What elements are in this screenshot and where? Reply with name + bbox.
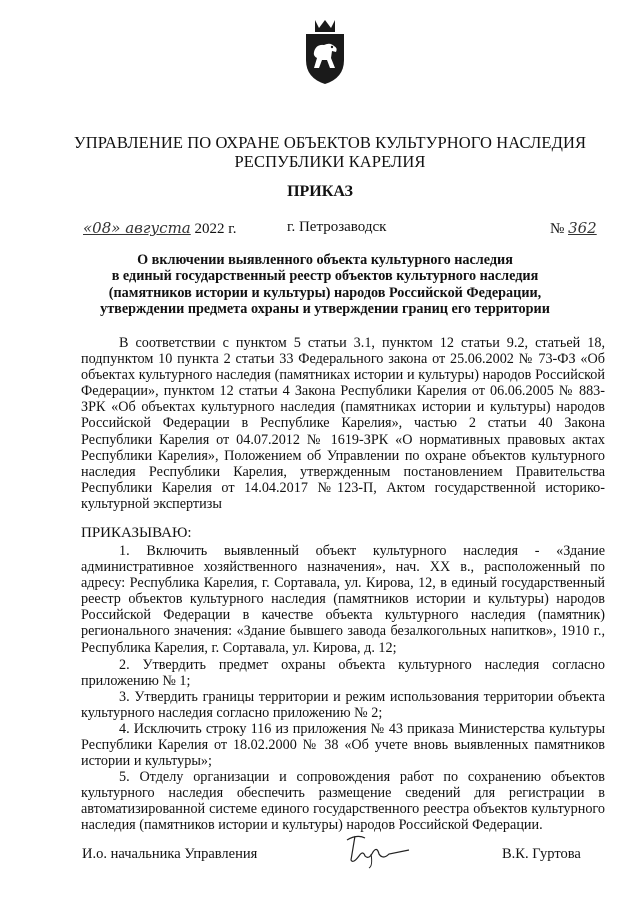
signatory-title: И.о. начальника Управления xyxy=(82,846,258,862)
order-keyword: ПРИКАЗЫВАЮ: xyxy=(81,525,192,541)
organization-name-line1: УПРАВЛЕНИЕ ПО ОХРАНЕ ОБЪЕКТОВ КУЛЬТУРНОГО НАСЛЕДИЯ xyxy=(73,133,587,152)
document-date xyxy=(83,219,236,238)
order-item-4: 4. Исключить строку 116 из приложения № 43 приказа Министерства культуры Республики Карелия от 18.02.2000 № 38 «Об учете вновь выявленных памятников истории и культуры»; xyxy=(81,721,605,770)
heading-line2: в единый государственный реестр объектов культурного наследия xyxy=(111,268,539,285)
handwritten-signature-icon xyxy=(343,830,413,870)
document-date-handwritten: «08» августа xyxy=(83,219,191,237)
order-item-3: 3. Утвердить границы территории и режим использования территории объекта культурного наследия согласно приложению № 2; xyxy=(81,689,605,722)
heading-line1: О включении выявленного объекта культурного наследия xyxy=(137,252,513,268)
document-number xyxy=(550,219,597,238)
document-type: ПРИКАЗ xyxy=(287,183,353,200)
document-number-handwritten: 362 xyxy=(568,219,597,237)
karelia-coat-of-arms-icon xyxy=(302,18,348,86)
order-item-1: 1. Включить выявленный объект культурного наследия - «Здание административное хозяйственного назначения», нач. XX в., расположенный по адресу: Республика Карелия, г. Сортавала, ул. Кирова, 12, в единый государственный реестр объектов культурного наследия (памятников истории и культуры) народов Российской Федерации в качестве объекта культурного наследия (памятник) регионального значения: «Здание бывшего завода безалкогольных напитков», 1910 г., Республика Карелия, г. Сортавала, ул. Кирова, д. 12; xyxy=(81,543,605,656)
document-meta-row xyxy=(0,219,640,239)
heading-line4: утверждении предмета охраны и утверждении границ его территории xyxy=(100,301,550,318)
document-date-year: 2022 г. xyxy=(190,221,237,237)
heading-line3: (памятников истории и культуры) народов Российской Федерации, xyxy=(108,284,542,301)
order-item-5: 5. Отделу организации и сопровождения работ по сохранению объектов культурного наследия обеспечить размещение сведений для регистрации в автоматизированной системе единого государственного реестра объектов культурного наследия (памятников истории и культуры) народов Российской Федерации. xyxy=(81,769,605,834)
order-item-2: 2. Утвердить предмет охраны объекта культурного наследия согласно приложению № 1; xyxy=(81,657,605,690)
signatory-name: В.К. Гуртова xyxy=(502,846,581,862)
preamble-paragraph: В соответствии с пунктом 5 статьи 3.1, пунктом 12 статьи 9.2, статьей 18, подпунктом 10 пункта 2 статьи 33 Федерального закона от 25.06.2002 № 73-ФЗ «Об объектах культурного наследия (памятниках истории и культуры) народов Российской Федерации», пунктом 12 статьи 4 Закона Республики Карелия от 06.06.2005 № 883-ЗРК «Об объектах культурного наследия (памятниках истории и культуры) народов Российской Федерации в Республике Карелия», частью 2 статьи 40 Закона Республики Карелия от 04.07.2012 № 1619-ЗРК «О нормативных правовых актах Республики Карелия», Положением об Управлении по охране объектов культурного наследия Республики Карелия, утвержденным постановлением Правительства Республики Карелия от 14.04.2017 №123-П, Актом государственной историко-культурной экспертизы xyxy=(81,335,605,512)
organization-name-line2: РЕСПУБЛИКИ КАРЕЛИЯ xyxy=(234,152,426,171)
document-city: г. Петрозаводск xyxy=(287,219,387,235)
document-heading xyxy=(80,252,570,318)
organization-name xyxy=(60,133,600,171)
document-number-prefix: № xyxy=(550,221,569,237)
